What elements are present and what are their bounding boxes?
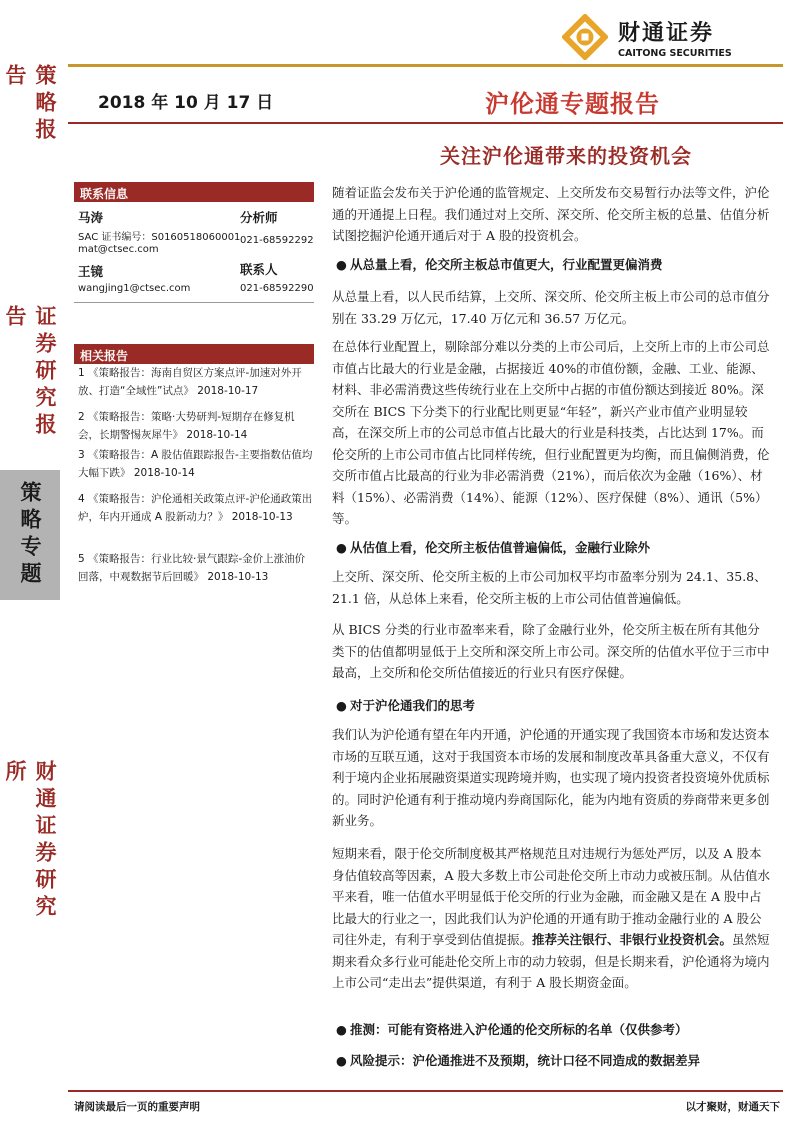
title-divider: [68, 122, 783, 124]
recommendation-text: 推荐关注银行、非银行业投资机会。: [532, 932, 733, 947]
intro-paragraph: 随着证监会发布关于沪伦通的监管规定、上交所发布交易暂行办法等文件，沪伦通的开通提上日程。我们通过对上交所、深交所、伦交所主板的总量、估值分析试图挖掘沪伦通开通后对于 A 股的投资机会。: [332, 185, 770, 243]
related-report-item[interactable]: 1 《策略报告：海南自贸区方案点评-加速对外开放、打造“全域性”试点》 2018-10-17: [78, 367, 302, 397]
paragraph-pe: 上交所、深交所、伦交所主板的上市公司加权平均市盈率分别为 24.1、35.8、21.1 倍，从总体上来看，伦交所主板的上市公司估值普遍偏低。: [332, 569, 767, 606]
header-divider: [68, 64, 783, 67]
contact-email[interactable]: wangjing1@ctsec.com: [78, 283, 191, 294]
contact-phone: 021-68592290: [240, 283, 314, 294]
contact-info-title: 联系信息: [74, 182, 314, 202]
paragraph-scale: 从总量上看，以人民币结算，上交所、深交所、伦交所主板上市公司的总市值分别在 33.29 万亿元，17.40 万亿元和 36.57 万亿元。: [332, 289, 770, 326]
related-report-item[interactable]: 5 《策略报告：行业比较·景气跟踪-金价上涨油价回落，中观数据节后回暖》 2018-10-13: [78, 553, 306, 583]
sidebar-segment-research-report: 证券研究报告: [3, 305, 57, 440]
brand-name-cn: 财通证券: [618, 21, 715, 46]
analyst-role: 分析师: [240, 210, 278, 225]
related-report-item[interactable]: 2 《策略报告：策略·大势研判-短期存在修复机会，长期警惕灰犀牛》 2018-10-14: [78, 411, 295, 441]
contact-info-box: [74, 182, 314, 294]
footer-disclaimer: 请阅读最后一页的重要声明: [74, 1101, 200, 1113]
paragraph-industry: 在总体行业配置上，剔除部分难以分类的上市公司后，上交所上市的上市公司总市值占比最大的行业是金融，占据接近 40%的市值份额，金融、工业、能源、材料、非必需消费这些传统行业在上交所中占据的市值份额达到接近 80%。深交所在 BICS 下分类下的行业配比则更显“年轻”，新兴产业市值产业明显较高，在深交所上市的公司总市值占比最大的行业是科技类，占比达到 17%。而伦交所的上市公司市值占比同样传统，但行业配置更为均衡，而且偏侧消费，伦交所市值占比最高的行业为非必需消费（21%），而后依次为金融（16%）、材料（15%）、必需消费（14%）、能源（12%）、医疗保健（8%）、通讯（5%）等。: [332, 339, 770, 526]
bullet-dot-icon: ●: [336, 698, 347, 713]
analyst-phone: 021-68592292: [240, 235, 314, 246]
analyst-cert: SAC 证书编号：S0160518060001: [78, 232, 241, 243]
footer-slogan: 以才聚财，财通天下: [685, 1101, 780, 1113]
brand-name-en: CAITONG SECURITIES: [618, 48, 732, 59]
related-reports-title: 相关报告: [74, 344, 314, 364]
brand: [618, 16, 732, 59]
bullet-heading-scale: ● 从总量上看，伦交所主板总市值更大，行业配置更偏消费: [336, 257, 663, 272]
report-date: 2018 年 10 月 17 日: [98, 93, 274, 113]
paragraph-short-term: 短期来看，限于伦交所制度极其严格规范且对违规行为惩处严厉，以及 A 股本身估值较高等因素，A 股大多数上市公司赴伦交所上市动力或被压制。从估值水平来看，唯一估值水平明显低于伦交所的行业为金融，而金融又是在 A 股中占比最大的行业之一，因此我们认为沪伦通的开通有助于推动金融行业的 A 股公司往外走，有利于享受到估值提振。推荐关注银行、非银行业投资机会。虽然短期来看众多行业可能赴伦交所上市的动力较弱，但是长期来看，沪伦通将为境内上市公司“走出去”提供渠道，有利于 A 股长期资金面。: [332, 846, 771, 990]
sidebar-segment-institute: 财通证券研究所: [3, 760, 57, 922]
paragraph-bics: 从 BICS 分类的行业市盈率来看，除了金融行业外，伦交所主板在所有其他分类下的估值都明显低于上交所和深交所上市公司。深交所的估值水平位于三市中最高，上交所和伦交所估值接近的行业只有医疗保健。: [332, 622, 770, 680]
bullet-dot-icon: ●: [336, 1022, 347, 1037]
sidebar-segment-strategy-topic: 策略专题: [0, 470, 60, 600]
bullet-heading-valuation: ● 从估值上看，伦交所主板估值普遍偏低，金融行业除外: [336, 540, 651, 555]
report-headline: 关注沪伦通带来的投资机会: [440, 144, 692, 168]
bullet-heading-risk: ● 风险提示：沪伦通推进不及预期，统计口径不同造成的数据差异: [336, 1053, 701, 1068]
paragraph-thoughts: 我们认为沪伦通有望在年内开通，沪伦通的开通实现了我国资本市场和发达资本市场的互联互通，这对于我国资本市场的发展和制度改革具备重大意义，不仅有利于境内企业拓展融资渠道实现跨境并购，也实现了境内投资者投资境外优质标的。同时沪伦通有利于推动境内券商国际化，能为内地有资质的券商带来更多创新业务。: [332, 727, 770, 828]
bullet-dot-icon: ●: [336, 257, 347, 272]
footer-divider: [68, 1090, 783, 1092]
related-reports-box: [74, 344, 314, 583]
left-sidebar: [0, 0, 60, 1132]
bullet-heading-candidates: ● 推测：可能有资格进入沪伦通的伦交所标的名单（仅供参考）: [336, 1022, 688, 1037]
bullet-dot-icon: ●: [336, 1053, 347, 1068]
caitong-logo-icon: [562, 14, 608, 60]
analyst-name: 马涛: [78, 210, 104, 225]
report-type-title: 沪伦通专题报告: [485, 90, 660, 118]
related-report-item[interactable]: 4 《策略报告：沪伦通相关政策点评-沪伦通政策出炉，年内开通成 A 股新动力？》 2018-10-13: [78, 493, 313, 523]
analyst-email[interactable]: mat@ctsec.com: [78, 244, 159, 255]
sidebar-segment-strategy-report: 策略报告: [3, 64, 57, 145]
related-report-item[interactable]: 3 《策略报告：A 股估值跟踪报告-主要指数估值均大幅下跌》 2018-10-14: [78, 449, 313, 479]
contact-name: 王镜: [78, 264, 104, 279]
contact-divider: [74, 302, 314, 303]
bullet-heading-thoughts: ● 对于沪伦通我们的思考: [336, 698, 476, 713]
contact-role: 联系人: [240, 262, 278, 277]
bullet-dot-icon: ●: [336, 540, 347, 555]
